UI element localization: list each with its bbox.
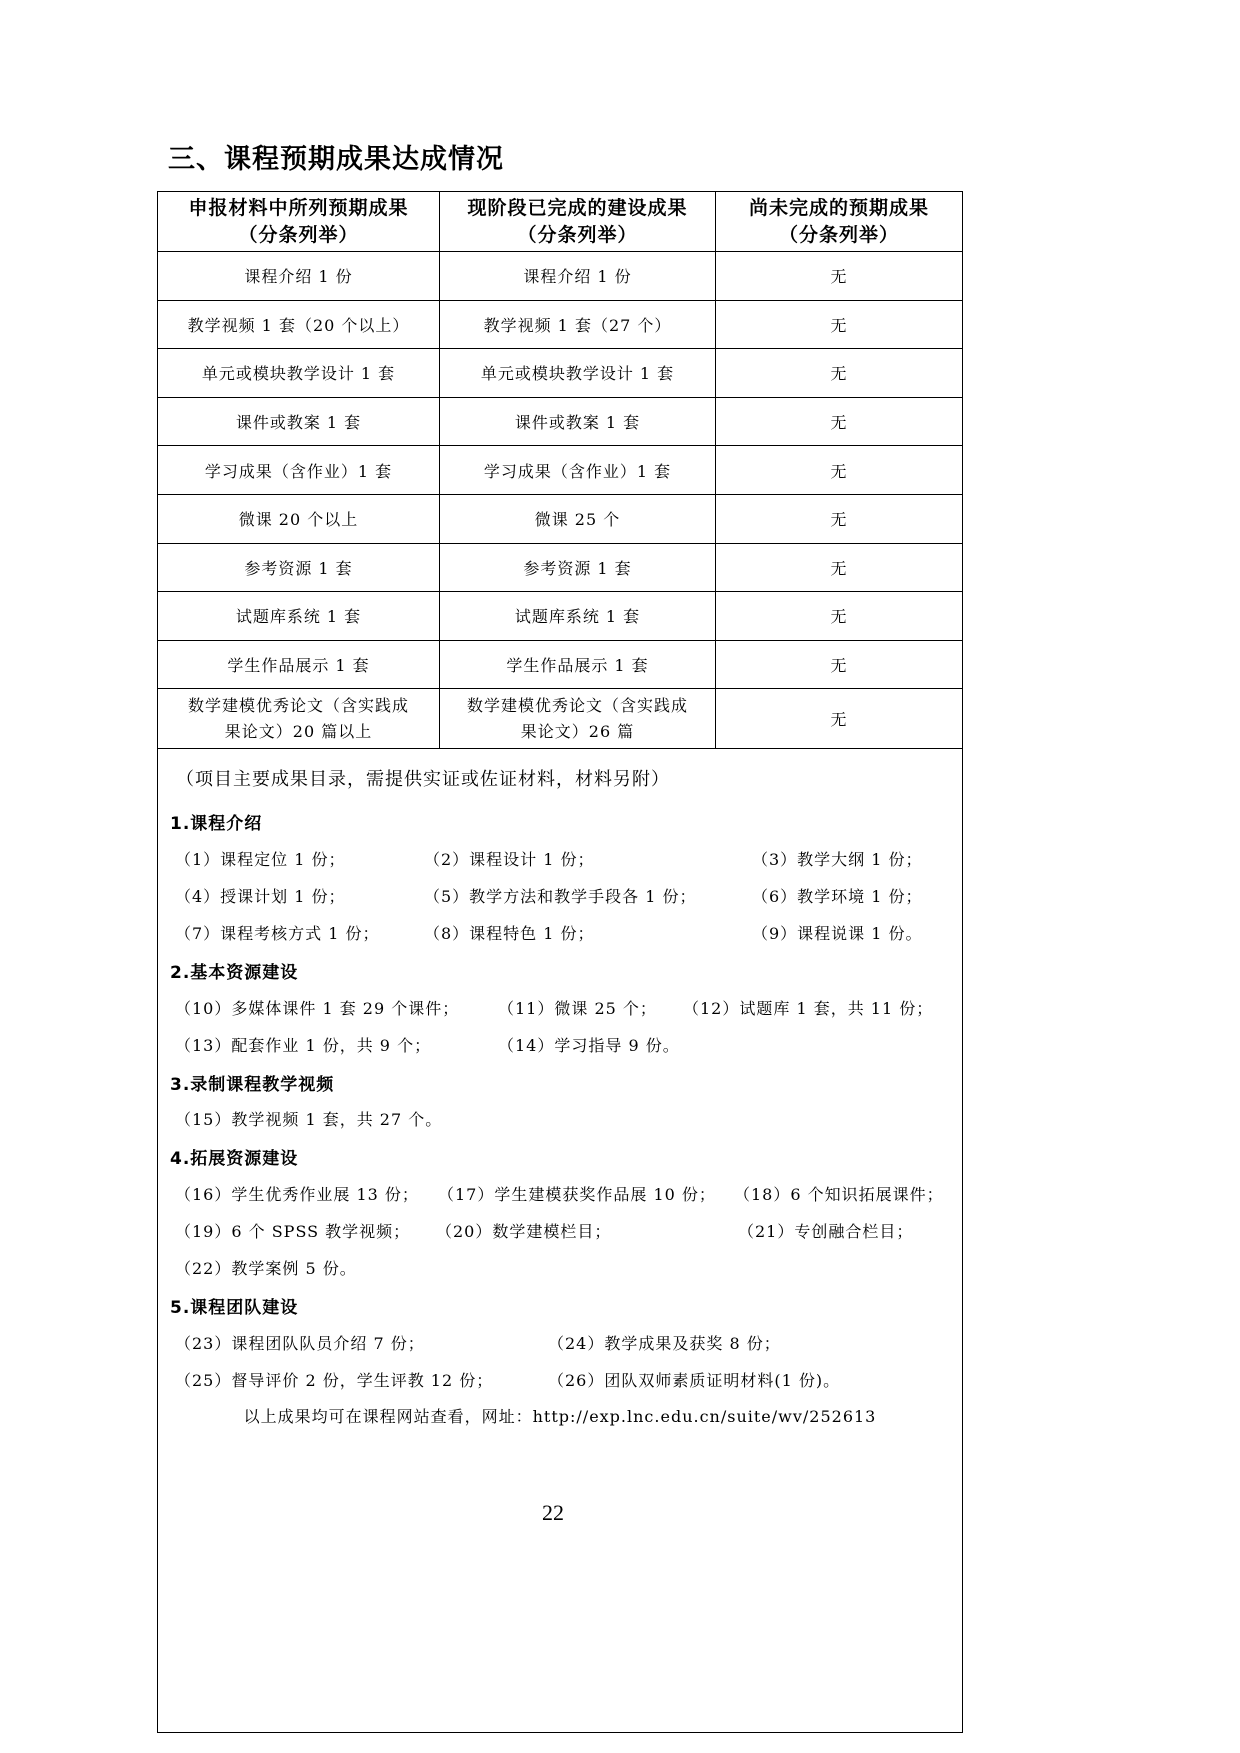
table-row [158, 543, 963, 592]
list-item: （14）学习指导 9 份。 [498, 1036, 680, 1056]
list-item: （9）课程说课 1 份。 [752, 924, 923, 944]
list-item: （8）课程特色 1 份； [424, 924, 595, 944]
section-heading: 3.录制课程教学视频 [170, 1075, 335, 1096]
completed-cell: 数学建模优秀论文（含实践成 果论文）26 篇 [440, 689, 716, 749]
outcome-list-row [158, 749, 963, 1733]
section-heading: 1.课程介绍 [170, 814, 263, 835]
table-row [158, 592, 963, 641]
expected-cell: 课件或教案 1 套 [158, 397, 440, 446]
pending-cell: 无 [716, 349, 963, 398]
website-footnote: 以上成果均可在课程网站查看，网址：http://exp.lnc.edu.cn/suite/wv/252613 [243, 1407, 877, 1427]
table-header-row [158, 192, 963, 252]
expected-cell: 微课 20 个以上 [158, 494, 440, 543]
completed-cell: 课程介绍 1 份 [440, 252, 716, 301]
list-item: （23）课程团队队员介绍 7 份； [175, 1334, 425, 1354]
outcome-list-cell [158, 749, 963, 1733]
section-heading: 5.课程团队建设 [170, 1298, 299, 1319]
pending-cell: 无 [716, 640, 963, 689]
pending-cell: 无 [716, 592, 963, 641]
list-item: （21）专创融合栏目； [738, 1222, 914, 1242]
list-note: （项目主要成果目录，需提供实证或佐证材料，材料另附） [176, 769, 670, 791]
completed-cell: 课件或教案 1 套 [440, 397, 716, 446]
section-heading: 2.基本资源建设 [170, 963, 299, 984]
pending-cell: 无 [716, 689, 963, 749]
list-item: （16）学生优秀作业展 13 份； [175, 1185, 419, 1205]
table-row [158, 349, 963, 398]
completed-cell: 参考资源 1 套 [440, 543, 716, 592]
completed-cell: 单元或模块教学设计 1 套 [440, 349, 716, 398]
table-row [158, 494, 963, 543]
table-row [158, 397, 963, 446]
list-item: （2）课程设计 1 份； [424, 850, 595, 870]
table-row [158, 300, 963, 349]
list-item: （22）教学案例 5 份。 [175, 1259, 357, 1279]
table-row [158, 689, 963, 749]
header-pending: 尚未完成的预期成果 （分条列举） [716, 192, 963, 252]
pending-cell: 无 [716, 494, 963, 543]
list-item: （13）配套作业 1 份，共 9 个； [175, 1036, 432, 1056]
section-heading: 4.拓展资源建设 [170, 1149, 299, 1170]
list-item: （24）教学成果及获奖 8 份； [548, 1334, 781, 1354]
list-item: （18）6 个知识拓展课件； [734, 1185, 944, 1205]
list-item: （1）课程定位 1 份； [175, 850, 346, 870]
header-completed: 现阶段已完成的建设成果 （分条列举） [440, 192, 716, 252]
page-number: 22 [542, 1500, 564, 1525]
pending-cell: 无 [716, 543, 963, 592]
pending-cell: 无 [716, 446, 963, 495]
list-item: （26）团队双师素质证明材料(1 份)。 [548, 1371, 841, 1391]
list-item: （20）数学建模栏目； [436, 1222, 612, 1242]
list-item: （25）督导评价 2 份，学生评教 12 份； [175, 1371, 494, 1391]
list-item: （3）教学大纲 1 份； [752, 850, 923, 870]
list-item: （6）教学环境 1 份； [752, 887, 923, 907]
list-item: （10）多媒体课件 1 套 29 个课件； [175, 999, 460, 1019]
expected-cell: 教学视频 1 套（20 个以上） [158, 300, 440, 349]
table-row [158, 446, 963, 495]
expected-cell: 课程介绍 1 份 [158, 252, 440, 301]
table-row [158, 252, 963, 301]
completed-cell: 学习成果（含作业）1 套 [440, 446, 716, 495]
completed-cell: 微课 25 个 [440, 494, 716, 543]
header-expected: 申报材料中所列预期成果 （分条列举） [158, 192, 440, 252]
list-item: （11）微课 25 个； [498, 999, 657, 1019]
expected-cell: 数学建模优秀论文（含实践成 果论文）20 篇以上 [158, 689, 440, 749]
expected-cell: 单元或模块教学设计 1 套 [158, 349, 440, 398]
completed-cell: 教学视频 1 套（27 个） [440, 300, 716, 349]
list-item: （5）教学方法和教学手段各 1 份； [424, 887, 697, 907]
table-row [158, 640, 963, 689]
pending-cell: 无 [716, 300, 963, 349]
expected-cell: 参考资源 1 套 [158, 543, 440, 592]
section-title: 三、课程预期成果达成情况 [168, 144, 504, 175]
list-item: （12）试题库 1 套，共 11 份； [683, 999, 934, 1019]
completed-cell: 试题库系统 1 套 [440, 592, 716, 641]
list-item: （17）学生建模获奖作品展 10 份； [438, 1185, 716, 1205]
list-item: （7）课程考核方式 1 份； [175, 924, 380, 944]
pending-cell: 无 [716, 252, 963, 301]
completed-cell: 学生作品展示 1 套 [440, 640, 716, 689]
expected-cell: 学习成果（含作业）1 套 [158, 446, 440, 495]
pending-cell: 无 [716, 397, 963, 446]
list-item: （4）授课计划 1 份； [175, 887, 346, 907]
list-item: （15）教学视频 1 套，共 27 个。 [175, 1110, 443, 1130]
expected-cell: 试题库系统 1 套 [158, 592, 440, 641]
list-item: （19）6 个 SPSS 教学视频； [175, 1222, 411, 1242]
expected-cell: 学生作品展示 1 套 [158, 640, 440, 689]
outcome-list [158, 749, 962, 1732]
